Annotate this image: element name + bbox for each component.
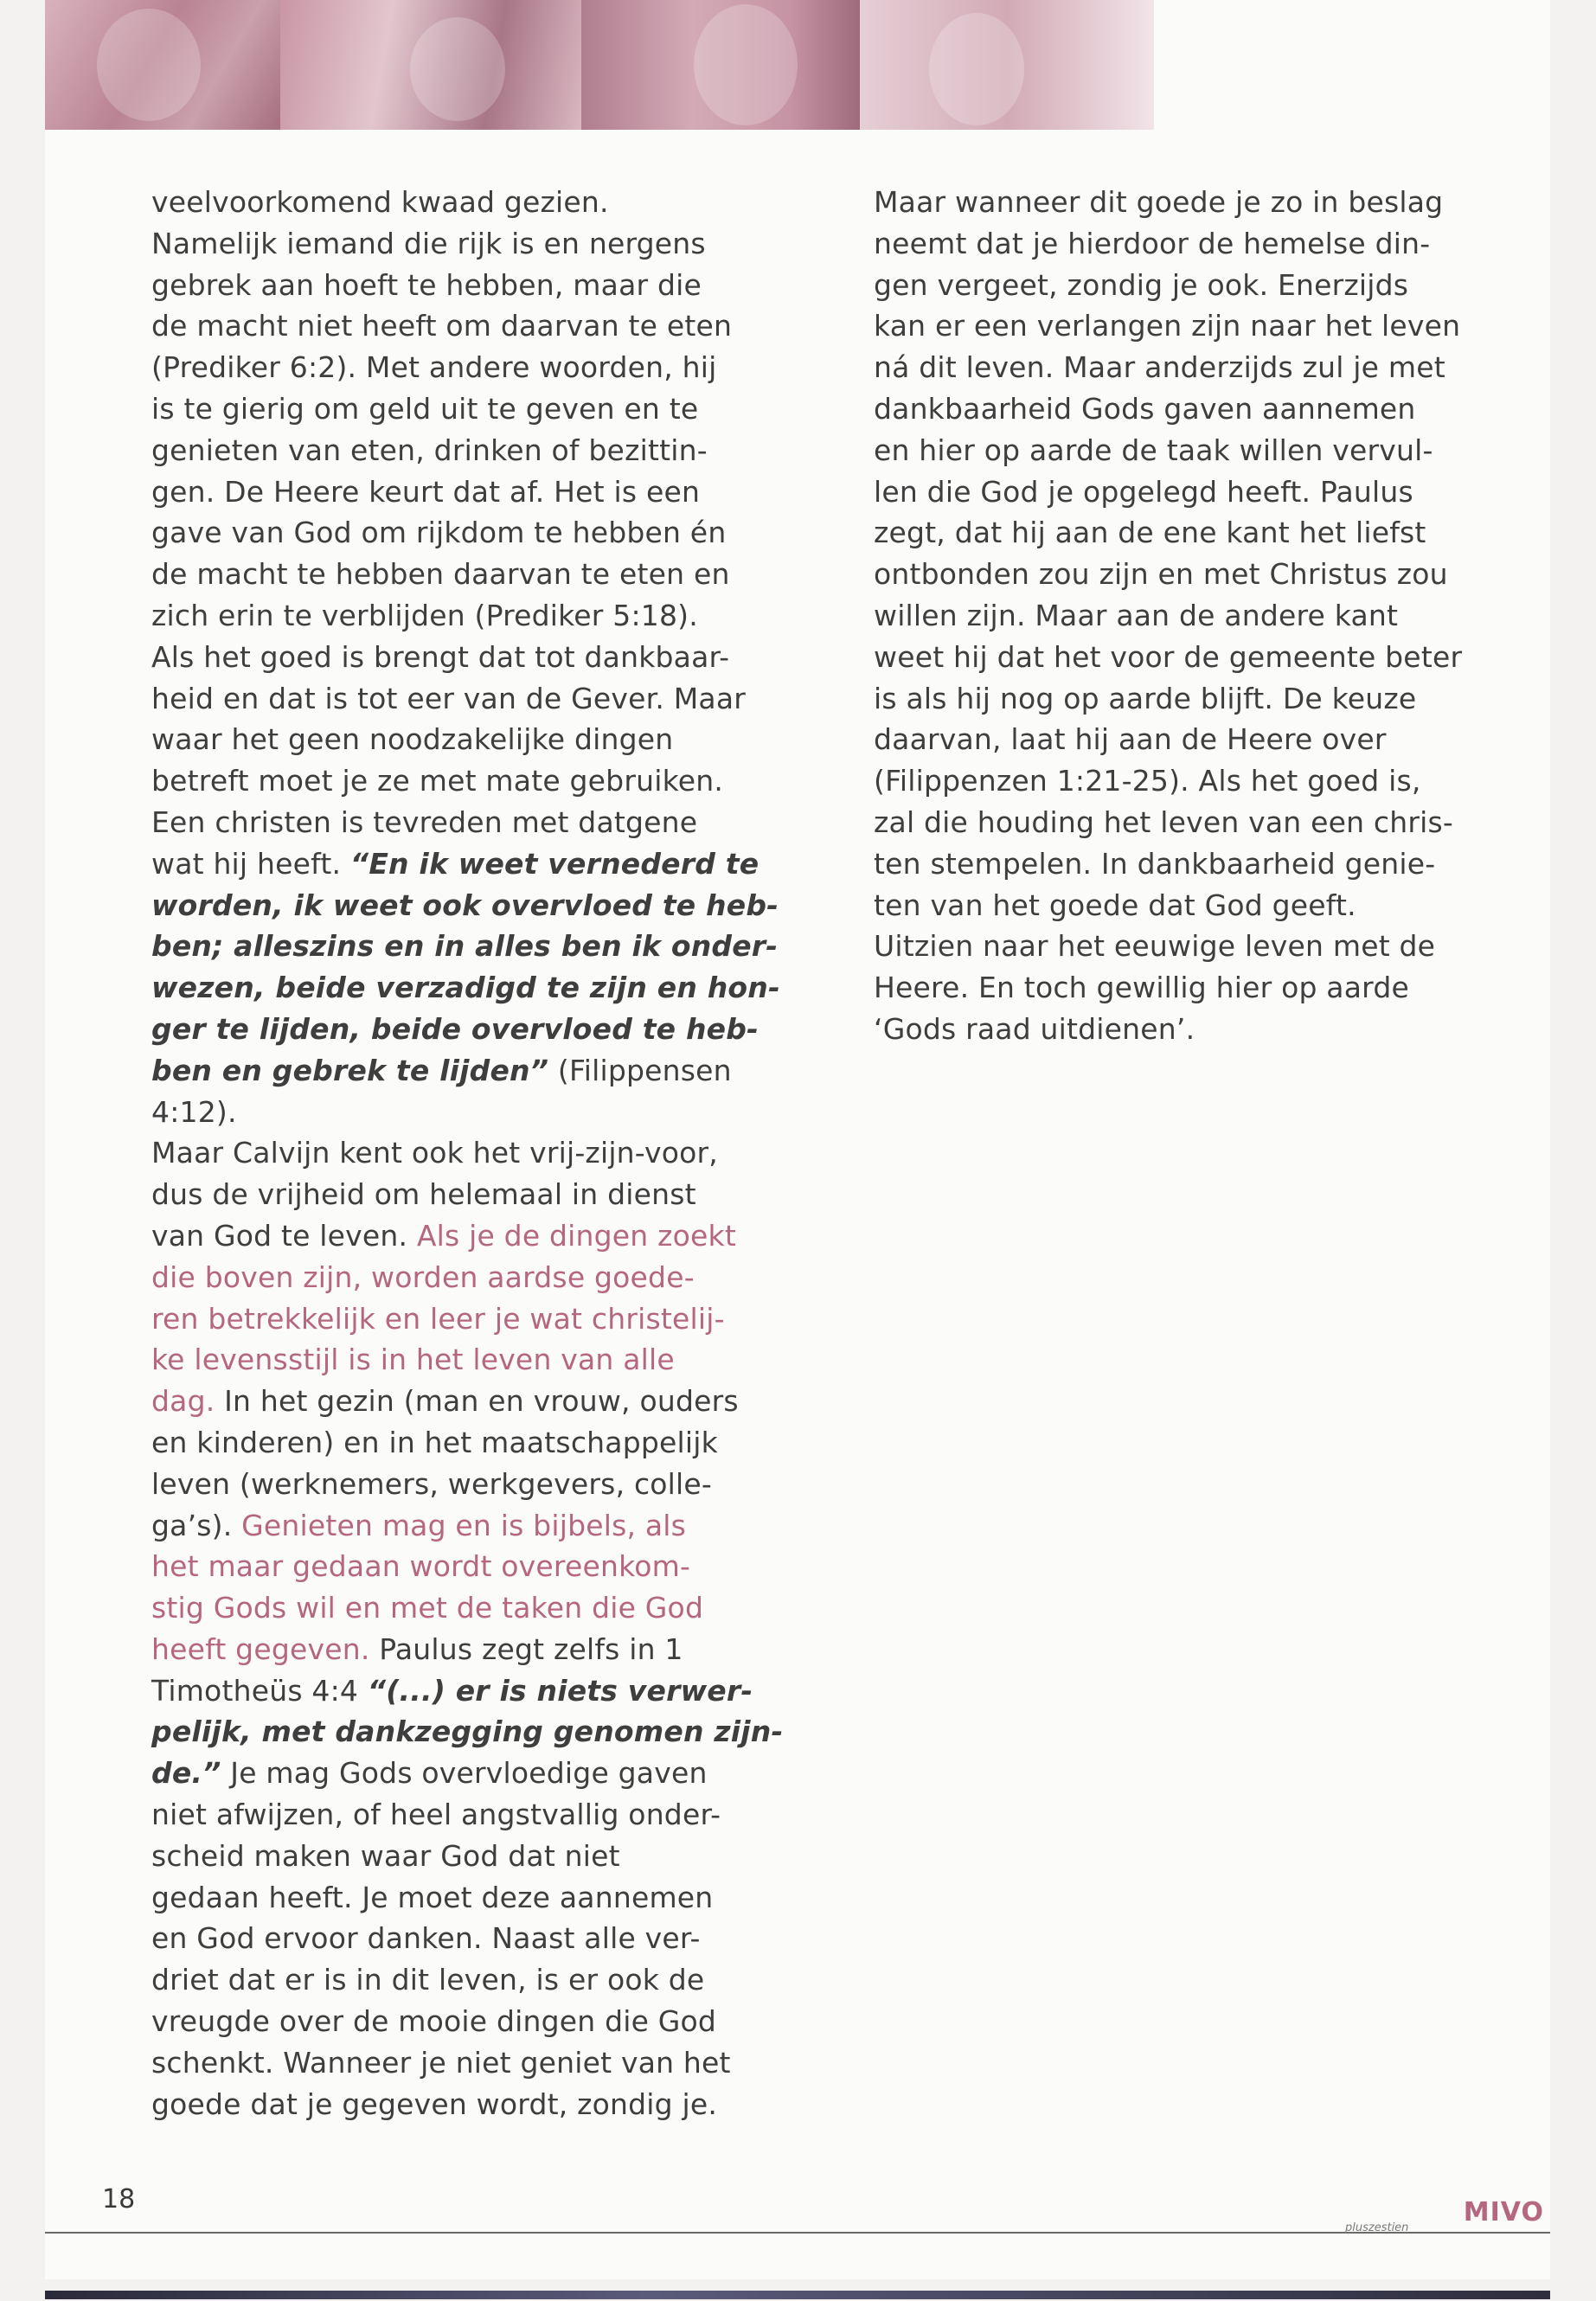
body-text: Een christen is tevreden met datgene xyxy=(151,804,698,839)
text-line xyxy=(151,760,766,802)
text-line xyxy=(151,1381,766,1422)
text-line xyxy=(151,1339,766,1381)
text-line xyxy=(874,347,1497,388)
text-line xyxy=(151,637,766,678)
highlighted-text: Genieten mag en is bijbels, als xyxy=(241,1508,687,1542)
body-text: goede dat je gegeven wordt, zondig je. xyxy=(151,2086,718,2121)
text-line xyxy=(151,1298,766,1340)
body-text: Timotheüs 4:4 xyxy=(151,1673,368,1708)
body-text: ten stempelen. In dankbaarheid genie- xyxy=(874,846,1436,881)
body-text: Je mag Gods overvloedige gaven xyxy=(221,1756,708,1791)
body-text: is te gierig om geld uit te geven en te xyxy=(151,391,699,426)
body-text: dus de vrijheid om helemaal in dienst xyxy=(151,1177,696,1212)
text-line xyxy=(151,1587,766,1629)
text-line xyxy=(151,1959,766,2001)
text-line xyxy=(874,802,1497,843)
body-text: 4:12). xyxy=(151,1094,237,1129)
body-text: ontbonden zou zijn en met Christus zou xyxy=(874,557,1448,592)
magazine-logo xyxy=(1345,2197,1544,2240)
logo-text: MIVO xyxy=(1463,2197,1544,2227)
text-line xyxy=(151,1132,766,1174)
text-line xyxy=(151,1670,766,1712)
article-column-right xyxy=(874,182,1497,1050)
body-text: van God te leven. xyxy=(151,1218,417,1253)
text-line xyxy=(874,637,1497,678)
footer-rule xyxy=(45,2232,1550,2234)
body-text: gen vergeet, zondig je ook. Enerzijds xyxy=(874,267,1409,302)
body-text: ‘Gods raad uitdienen’. xyxy=(874,1011,1195,1046)
text-line xyxy=(151,1215,766,1257)
photo-banner xyxy=(45,0,1154,130)
body-text: kan er een verlangen zijn naar het leven xyxy=(874,309,1461,343)
highlighted-text: ren betrekkelijk en leer je wat christelij- xyxy=(151,1301,725,1336)
body-text: en hier op aarde de taak willen vervul- xyxy=(874,433,1433,467)
body-text: scheid maken waar God dat niet xyxy=(151,1838,620,1873)
text-line xyxy=(151,1009,766,1050)
bottom-edge-band xyxy=(45,2291,1550,2299)
body-text: Uitzien naar het eeuwige leven met de xyxy=(874,929,1436,964)
text-line xyxy=(151,885,779,926)
body-text: waar het geen noodzakelijke dingen xyxy=(151,722,674,757)
text-line xyxy=(151,1174,766,1215)
body-text: genieten van eten, drinken of bezittin- xyxy=(151,433,708,467)
text-line xyxy=(151,1422,766,1464)
banner-photo-3 xyxy=(581,0,860,130)
text-line xyxy=(874,926,1497,967)
banner-photo-2 xyxy=(280,0,581,130)
text-line xyxy=(874,678,1497,720)
text-line xyxy=(874,512,1497,554)
body-text: Als het goed is brengt dat tot dankbaar- xyxy=(151,639,730,674)
bible-quote: de.” xyxy=(151,1756,221,1791)
bible-quote: “En ik weet vernederd te xyxy=(349,846,760,881)
text-line xyxy=(874,760,1497,802)
body-text: zal die houding het leven van een chris- xyxy=(874,804,1454,839)
text-line xyxy=(874,265,1497,306)
body-text: wat hij heeft. xyxy=(151,846,350,881)
banner-photo-1 xyxy=(45,0,280,130)
text-line xyxy=(151,1711,784,1753)
page-number: 18 xyxy=(102,2184,136,2214)
text-line xyxy=(151,182,766,223)
text-line xyxy=(151,1050,766,1092)
bible-quote: ben en gebrek te lijden” xyxy=(151,1053,549,1087)
text-line xyxy=(874,843,1497,885)
text-line xyxy=(874,967,1497,1009)
body-text: zegt, dat hij aan de ene kant het liefst xyxy=(874,516,1426,550)
body-text: gebrek aan hoeft te hebben, maar die xyxy=(151,267,702,302)
text-line xyxy=(874,595,1497,637)
text-line xyxy=(151,265,766,306)
text-line xyxy=(151,595,766,637)
text-line xyxy=(874,388,1497,430)
highlighted-text: die boven zijn, worden aardse goede- xyxy=(151,1259,695,1294)
body-text: daarvan, laat hij aan de Heere over xyxy=(874,722,1387,757)
text-line xyxy=(151,1505,766,1547)
body-text: betreft moet je ze met mate gebruiken. xyxy=(151,764,724,798)
body-text: de macht te hebben daarvan te eten en xyxy=(151,557,730,592)
body-text: Maar wanneer dit goede je zo in beslag xyxy=(874,185,1444,219)
text-line xyxy=(151,1257,766,1298)
bible-quote: wezen, beide verzadigd te zijn en hon- xyxy=(151,971,780,1005)
body-text: (Filippenzen 1:21-25). Als het goed is, xyxy=(874,764,1421,798)
text-line xyxy=(151,802,766,843)
body-text: de macht niet heeft om daarvan te eten xyxy=(151,309,733,343)
banner-photo-4 xyxy=(860,0,1154,130)
body-text: dankbaarheid Gods gaven aannemen xyxy=(874,391,1416,426)
text-line xyxy=(151,678,766,720)
body-text: (Prediker 6:2). Met andere woorden, hij xyxy=(151,350,717,385)
bible-quote: pelijk, met dankzegging genomen zijn- xyxy=(151,1715,784,1749)
highlighted-text: het maar gedaan wordt overeenkom- xyxy=(151,1549,691,1584)
body-text: gave van God om rijkdom te hebben én xyxy=(151,516,727,550)
body-text: veelvoorkomend kwaad gezien. xyxy=(151,185,609,219)
bible-quote: worden, ik weet ook overvloed te heb- xyxy=(151,888,779,922)
text-line xyxy=(151,1629,766,1670)
text-line xyxy=(874,1009,1497,1050)
bible-quote: “(...) er is niets verwer- xyxy=(367,1673,753,1708)
body-text: gen. De Heere keurt dat af. Het is een xyxy=(151,474,701,509)
text-line xyxy=(151,305,766,347)
body-text: ná dit leven. Maar anderzijds zul je met xyxy=(874,350,1445,385)
text-line xyxy=(151,967,780,1009)
text-line xyxy=(151,430,766,471)
body-text: (Filippensen xyxy=(548,1053,732,1087)
text-line xyxy=(151,1092,766,1133)
text-line xyxy=(874,305,1497,347)
body-text: Namelijk iemand die rijk is en nergens xyxy=(151,226,706,260)
text-line xyxy=(151,1877,766,1919)
body-text: neemt dat je hierdoor de hemelse din- xyxy=(874,226,1431,260)
body-text: len die God je opgelegd heeft. Paulus xyxy=(874,474,1413,509)
body-text: Heere. En toch gewillig hier op aarde xyxy=(874,971,1409,1005)
text-line xyxy=(151,719,766,760)
body-text: weet hij dat het voor de gemeente beter xyxy=(874,639,1463,674)
body-text: heid en dat is tot eer van de Gever. Maar xyxy=(151,681,747,715)
logo-subtext: pluszestien xyxy=(1345,2221,1409,2234)
body-text: ten van het goede dat God geeft. xyxy=(874,888,1356,922)
highlighted-text: heeft gegeven. xyxy=(151,1631,370,1666)
bible-quote: ger te lijden, beide overvloed te heb- xyxy=(151,1011,759,1046)
body-text: willen zijn. Maar aan de andere kant xyxy=(874,598,1399,632)
body-text: Paulus zegt zelfs in 1 xyxy=(369,1631,683,1666)
text-line xyxy=(151,1753,766,1794)
text-line xyxy=(151,223,766,265)
body-text: leven (werknemers, werkgevers, colle- xyxy=(151,1466,713,1501)
body-text: In het gezin (man en vrouw, ouders xyxy=(215,1384,739,1419)
text-line xyxy=(151,388,766,430)
highlighted-text: ke levensstijl is in het leven van alle xyxy=(151,1343,675,1377)
text-line xyxy=(151,1836,766,1877)
text-line xyxy=(874,471,1497,513)
text-line xyxy=(151,843,766,885)
body-text: en kinderen) en in het maatschappelijk xyxy=(151,1425,718,1459)
body-text: driet dat er is in dit leven, is er ook de xyxy=(151,1963,705,1997)
text-line xyxy=(874,430,1497,471)
text-line xyxy=(151,471,766,513)
highlighted-text: stig Gods wil en met de taken die God xyxy=(151,1591,704,1625)
text-line xyxy=(151,2084,766,2125)
body-text: Maar Calvijn kent ook het vrij-zijn-voor, xyxy=(151,1136,718,1170)
bible-quote: ben; alleszins en in alles ben ik onder- xyxy=(151,929,779,964)
body-text: vreugde over de mooie dingen die God xyxy=(151,2004,717,2039)
text-line xyxy=(151,2042,766,2084)
text-line xyxy=(874,182,1497,223)
text-line xyxy=(874,223,1497,265)
body-text: en God ervoor danken. Naast alle ver- xyxy=(151,1921,701,1956)
text-line xyxy=(151,1918,766,1959)
text-line xyxy=(151,2001,766,2042)
body-text: gedaan heeft. Je moet deze aannemen xyxy=(151,1880,714,1914)
text-line xyxy=(151,1794,766,1836)
body-text: schenkt. Wanneer je niet geniet van het xyxy=(151,2045,731,2080)
text-line xyxy=(874,554,1497,595)
text-line xyxy=(151,1464,766,1505)
highlighted-text: Als je de dingen zoekt xyxy=(416,1218,736,1253)
text-line xyxy=(151,512,766,554)
text-line xyxy=(151,347,766,388)
text-line xyxy=(874,719,1497,760)
text-line xyxy=(151,554,766,595)
body-text: ga’s). xyxy=(151,1508,242,1542)
text-line xyxy=(874,885,1497,926)
body-text: zich erin te verblijden (Prediker 5:18). xyxy=(151,598,698,632)
body-text: is als hij nog op aarde blijft. De keuze xyxy=(874,681,1417,715)
text-line xyxy=(151,1546,766,1587)
highlighted-text: dag. xyxy=(151,1384,215,1419)
body-text: niet afwijzen, of heel angstvallig onder- xyxy=(151,1798,721,1832)
article-column-left xyxy=(151,182,784,2125)
text-line xyxy=(151,926,779,967)
